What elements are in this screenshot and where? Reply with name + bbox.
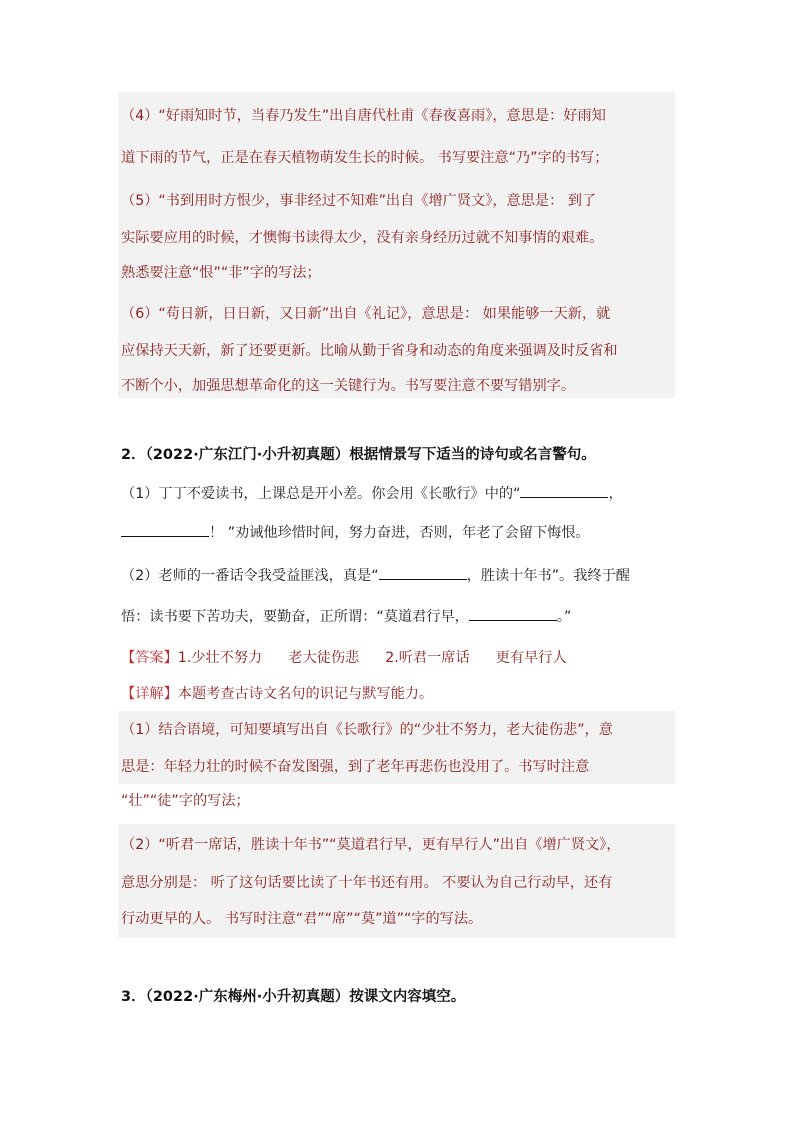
q2-part1-text-a: （1）丁丁不爱读书，上课总是开小差。你会用《长歌行》中的“ bbox=[121, 486, 521, 502]
detail-tag: 【详解】 bbox=[121, 686, 178, 702]
q2-part2-line1 bbox=[121, 565, 630, 586]
q2-part2-text-d: 。” bbox=[556, 609, 572, 625]
item5-line1: （5）“书到用时方恨少，事非经过不知难”出自《增广贤文》，意思是： 到了 bbox=[121, 193, 597, 209]
q2-part2-line2 bbox=[121, 606, 571, 627]
answer-1: 1.少壮不努力 bbox=[177, 650, 263, 666]
blank-3[interactable] bbox=[379, 565, 467, 580]
question-3-title: 3．（2022·广东梅州·小升初真题）按课文内容填空。 bbox=[121, 989, 466, 1005]
question-2-title: 2．（2022·广东江门·小升初真题）根据情景写下适当的诗句或名言警句。 bbox=[121, 447, 596, 463]
q2-part1-line1 bbox=[121, 483, 623, 504]
item6-line2: 应保持天天新，新了还要更新。比喻从勤于省身和动态的角度来强调及时反省和 bbox=[121, 343, 618, 359]
detail1-line1: （1）结合语境，可知要填写出自《长歌行》的“少壮不努力，老大徒伤悲”，意 bbox=[121, 722, 613, 738]
item5-line2: 实际要应用的时候，才懊悔书读得太少，没有亲身经历过就不知事情的艰难。 bbox=[121, 230, 604, 246]
item4-line1: （4）“好雨知时节，当春乃发生”出自唐代杜甫《春夜喜雨》，意思是：好雨知 bbox=[121, 108, 606, 124]
detail1-line3: “壮”“徒”字的写法； bbox=[121, 793, 250, 809]
answer-tag: 【答案】 bbox=[121, 650, 178, 666]
blank-2[interactable] bbox=[121, 522, 209, 537]
item6-line1: （6）“苟日新，日日新，又日新”出自《礼记》，意思是： 如果能够一天新，就 bbox=[121, 306, 611, 322]
q2-part1-line2 bbox=[121, 522, 590, 543]
blank-1[interactable] bbox=[520, 483, 608, 498]
q2-part2-text-c: 悟：读书要下苦功夫，要勤奋，正所谓：“莫道君行早， bbox=[121, 609, 469, 625]
detail2-line2: 意思分别是： 听了这句话要比读了十年书还有用。 不要认为自己行动早，还有 bbox=[121, 875, 613, 891]
item4-line2: 道下雨的节气，正是在春天植物萌发生长的时候。 书写要注意“乃”字的书写； bbox=[121, 150, 609, 166]
item6-line3: 不断个小，加强思想革命化的这一关键行为。书写要注意不要写错别字。 bbox=[121, 378, 576, 394]
blank-4[interactable] bbox=[469, 606, 557, 621]
q2-part1-comma: ， bbox=[608, 486, 623, 502]
detail2-line1: （2）“听君一席话，胜读十年书”“莫道君行早，更有早行人”出自《增广贤文》， bbox=[121, 837, 621, 853]
detail1-line2: 思是：年轻力壮的时候不奋发图强，到了老年再悲伤也没用了。书写时注意 bbox=[121, 759, 590, 775]
detail2-line3: 行动更早的人。 书写时注意“君”“席”“莫”道”“字的写法。 bbox=[121, 911, 483, 927]
answer-line bbox=[121, 648, 567, 668]
item5-line3: 熟悉要注意“恨”“非”字的写法； bbox=[121, 265, 321, 281]
q2-part2-text-b: ，胜读十年书”。我终于醒 bbox=[466, 568, 630, 584]
q2-part2-text-a: （2）老师的一番话令我受益匪浅，真是“ bbox=[121, 568, 379, 584]
q2-part1-text-b: ！ ”劝诫他珍惜时间，努力奋进，否则，年老了会留下悔恨。 bbox=[209, 525, 590, 541]
answer-2: 老大徒伤悲 bbox=[288, 650, 360, 666]
detail-text: 本题考查古诗文名句的识记与默写能力。 bbox=[177, 686, 434, 702]
answer-3: 2.听君一席话 bbox=[385, 650, 470, 666]
detail-line bbox=[121, 684, 433, 704]
answer-4: 更有早行人 bbox=[495, 650, 567, 666]
